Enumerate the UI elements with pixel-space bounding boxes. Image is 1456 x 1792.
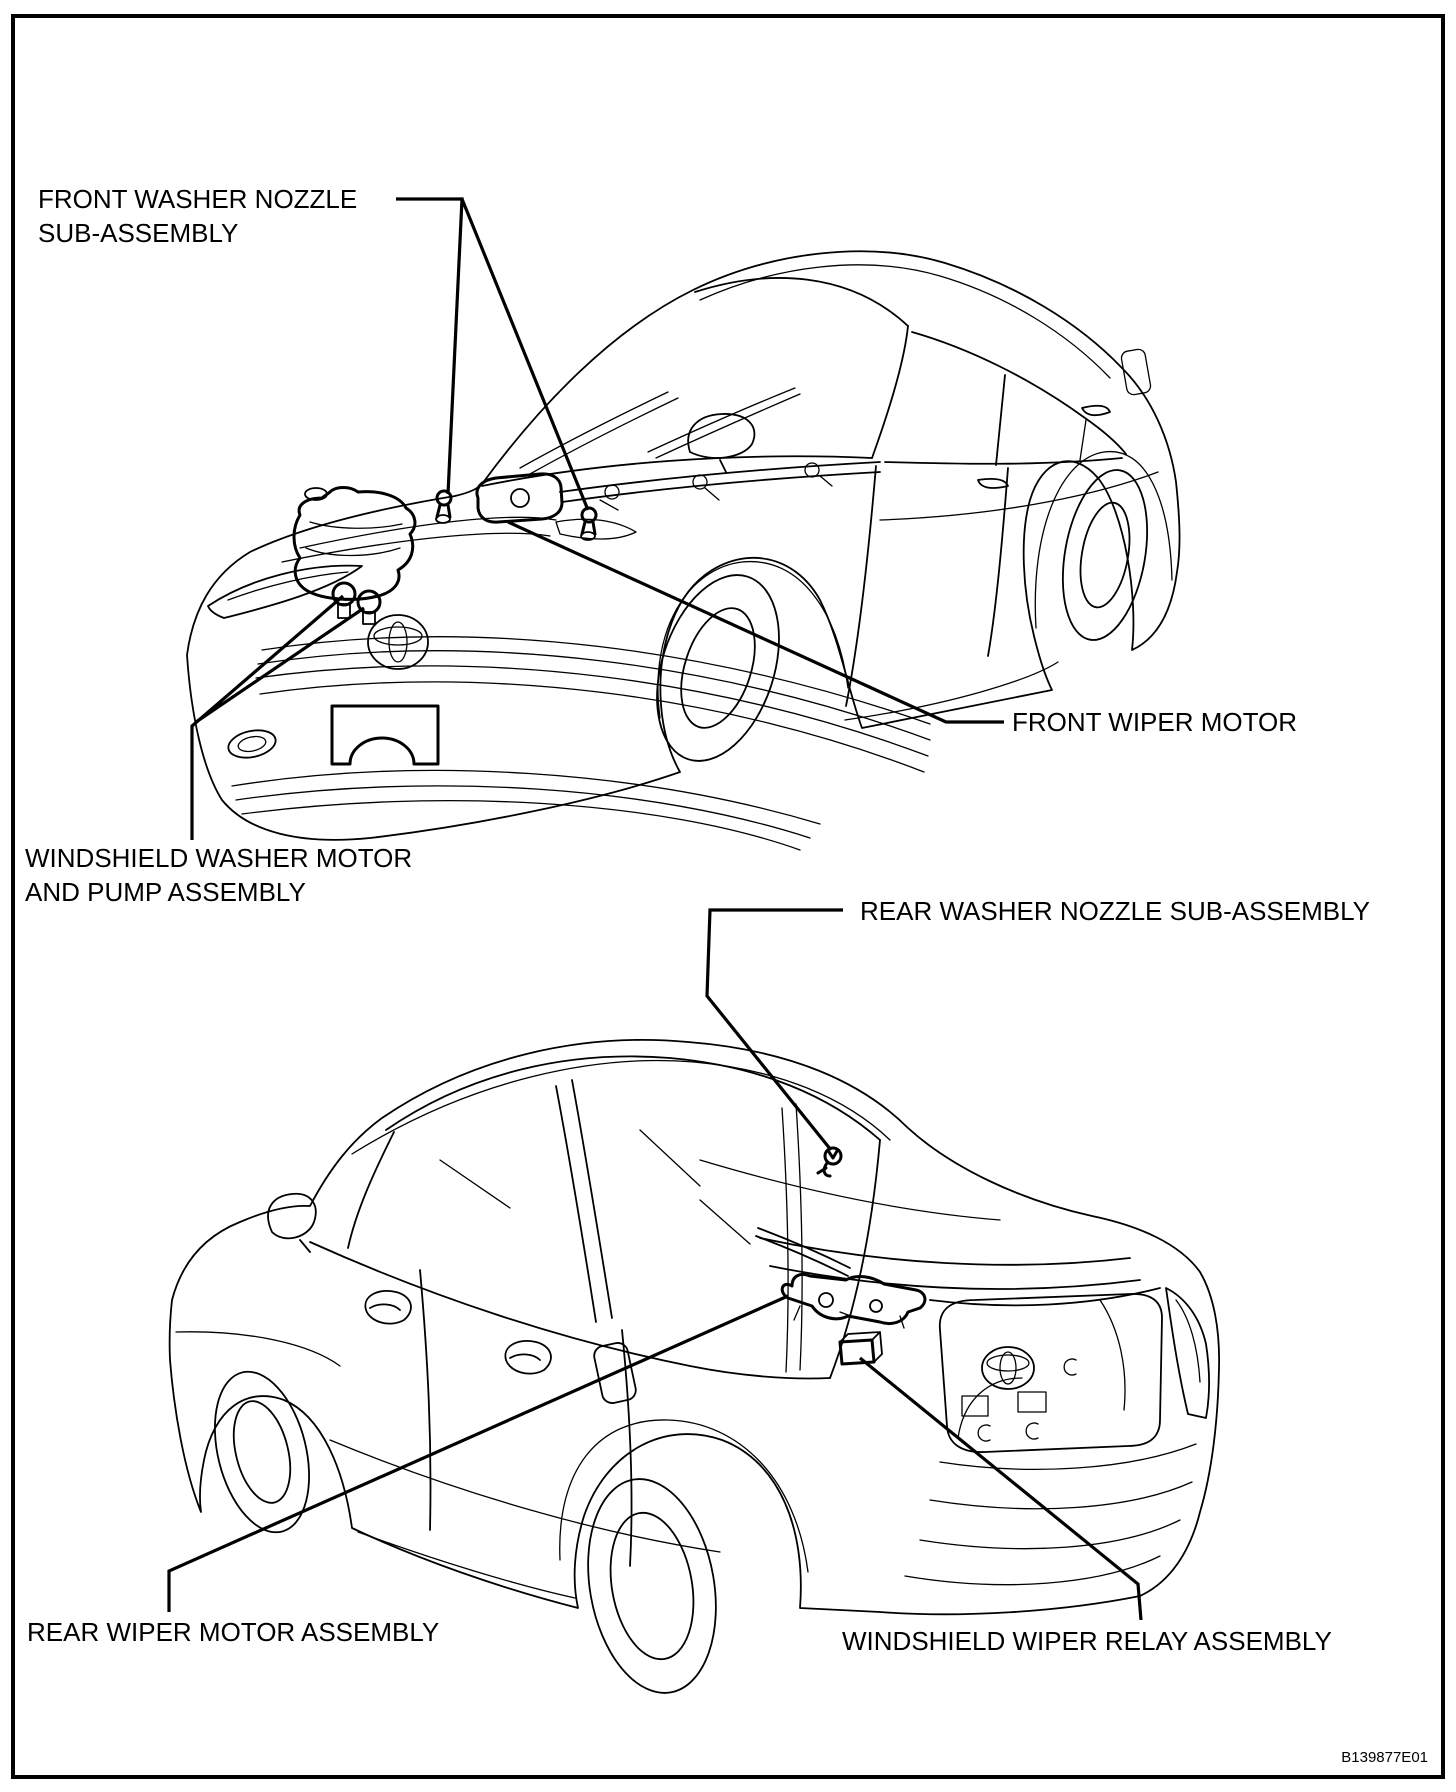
front-wheel-rear-car	[199, 1362, 324, 1542]
license-recess	[940, 1294, 1162, 1452]
front-door-seam	[846, 466, 876, 706]
car-rear-illustration	[170, 1040, 1219, 1703]
rear-wheel	[1035, 452, 1172, 647]
rear-wheel-rear-car	[560, 1420, 808, 1703]
lower-grille-lines	[232, 770, 820, 850]
label-front-washer-nozzle-line1: FRONT WASHER NOZZLE	[38, 184, 358, 214]
label-windshield-washer-line2: AND PUMP ASSEMBLY	[25, 877, 306, 907]
rear-glass-line	[700, 1160, 1000, 1220]
label-rear-wiper-motor: REAR WIPER MOTOR ASSEMBLY	[27, 1617, 440, 1647]
side-mirror	[688, 414, 754, 472]
fog-lamp	[226, 726, 278, 761]
door-handle-front	[365, 1291, 411, 1324]
grille-slats	[256, 637, 930, 772]
door-seam-1	[420, 1270, 431, 1530]
figure-code: B139877E01	[1341, 1749, 1428, 1766]
label-windshield-wiper-relay: WINDSHIELD WIPER RELAY ASSEMBLY	[842, 1626, 1332, 1656]
a-pillar-rear-car	[348, 1132, 394, 1248]
side-glass-top	[912, 332, 1126, 454]
label-rear-washer-nozzle: REAR WASHER NOZZLE SUB-ASSEMBLY	[860, 896, 1370, 926]
toyota-emblem-rear	[982, 1347, 1034, 1389]
front-washer-nozzle-leader	[396, 199, 588, 510]
rear-door-handle	[1082, 406, 1110, 415]
toyota-emblem-front	[368, 615, 428, 669]
windshield-washer-leader	[192, 596, 364, 840]
a-pillar-far	[872, 326, 908, 458]
rear-wiper-motor-leader	[169, 1296, 788, 1612]
front-fender-line	[176, 1332, 340, 1366]
front-wiper-motor-leader	[508, 522, 1004, 722]
glass-reflections	[440, 1130, 750, 1244]
label-front-wiper-motor: FRONT WIPER MOTOR	[1012, 707, 1298, 737]
rear-car-body-outline	[170, 1040, 1219, 1614]
roof-drip-line	[700, 265, 1110, 378]
plate-bolt-marks	[962, 1359, 1076, 1441]
front-wiper-motor-linkage	[477, 462, 880, 522]
front-wiper-blade-right	[648, 388, 800, 458]
windshield-wiper-relay-leader	[860, 1358, 1141, 1620]
license-recess-swoosh	[958, 1300, 1125, 1438]
label-front-washer-nozzle-line2: SUB-ASSEMBLY	[38, 218, 239, 248]
labels	[25, 184, 1428, 1766]
label-windshield-washer-line1: WINDSHIELD WASHER MOTOR	[25, 843, 413, 873]
quarter-window-divider	[1080, 420, 1086, 460]
b-pillar-rear-car	[556, 1080, 612, 1322]
front-washer-nozzle-right	[581, 508, 596, 540]
windshield-top-edge	[695, 278, 908, 326]
door-handle-rear	[505, 1341, 551, 1374]
roof-inner-line	[352, 1061, 890, 1154]
glass-top-edge	[386, 1056, 880, 1140]
rear-door-seam	[988, 468, 1008, 656]
side-mirror-rear-car	[268, 1194, 316, 1252]
taillight-right	[1166, 1288, 1209, 1418]
rear-washer-nozzle-leader	[707, 910, 843, 1150]
rear-washer-nozzle	[818, 1148, 841, 1176]
front-car-body-outline	[187, 251, 1180, 840]
car-front-illustration	[187, 251, 1180, 850]
license-plate-bracket	[332, 706, 438, 764]
front-door-handle	[978, 479, 1008, 488]
headlight-right	[556, 519, 636, 539]
b-pillar	[996, 375, 1005, 465]
windshield	[482, 456, 872, 486]
front-washer-nozzle-left	[436, 491, 451, 523]
